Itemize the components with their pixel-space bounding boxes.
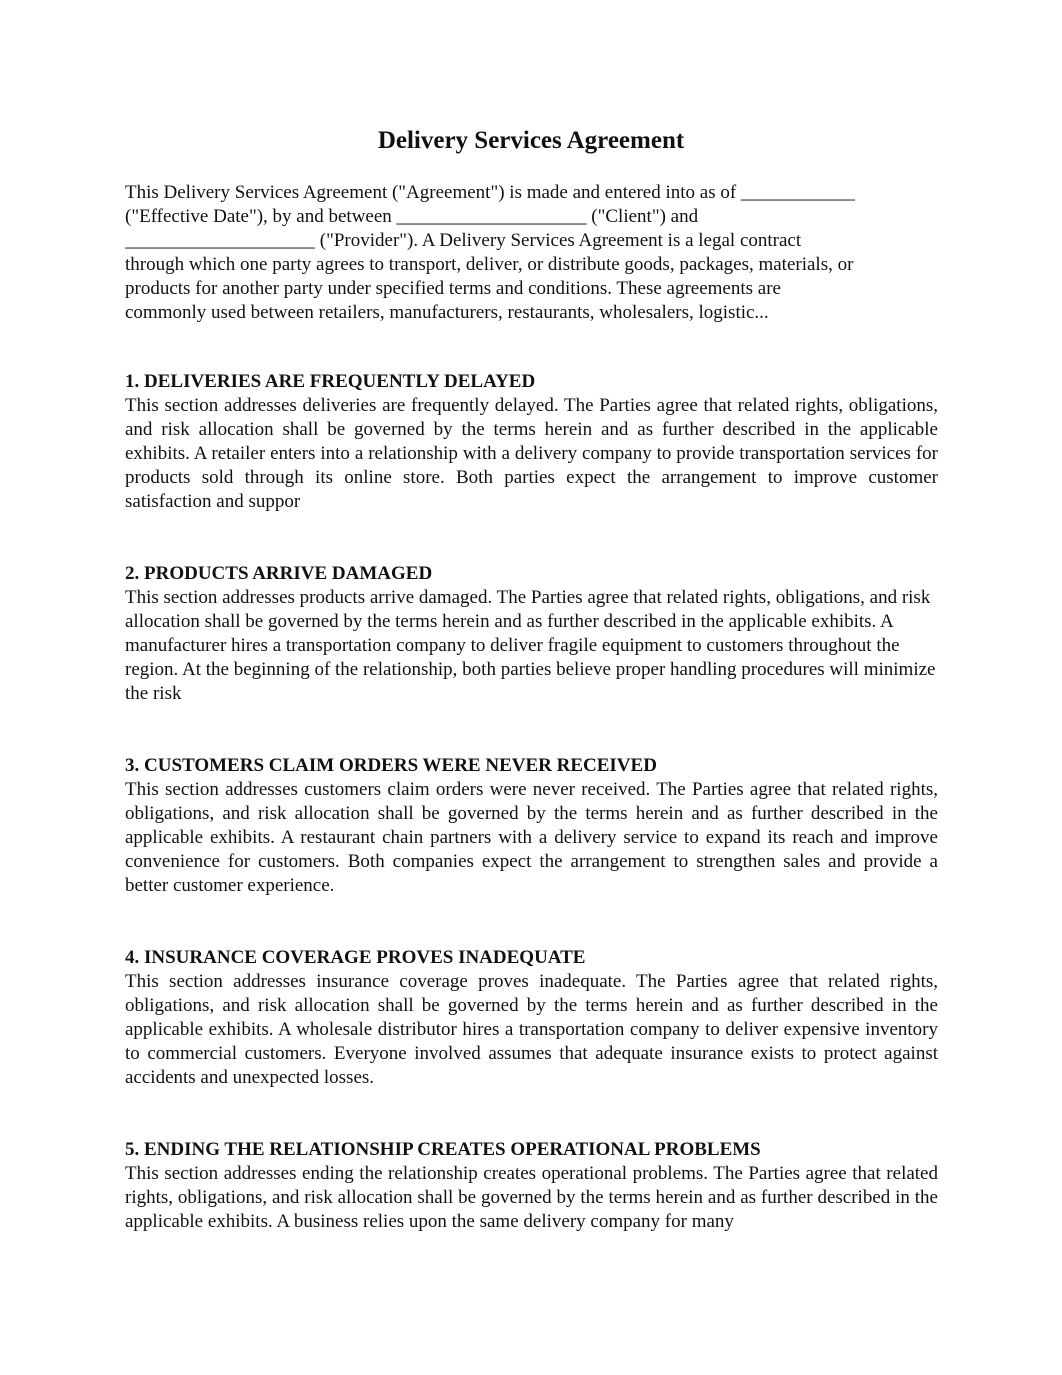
intro-line: products for another party under specified terms and conditions. These agreements are (125, 278, 781, 299)
section-heading: 3. CUSTOMERS CLAIM ORDERS WERE NEVER RECEIVED (125, 755, 657, 776)
section-body: This section addresses insurance coverage proves inadequate. The Parties agree that related rights, obligations, and risk allocation shall be governed by the terms herein and as further described in the applicable exhibits. A wholesale distributor hires a transportation company to deliver expensive inventory to commercial customers. Everyone involved assumes that adequate insurance exists to protect against accidents and unexpected losses. (125, 971, 938, 1088)
section-1 (125, 370, 938, 514)
section-5 (125, 1138, 938, 1234)
intro-paragraph (125, 181, 938, 325)
intro-line: through which one party agrees to transport, deliver, or distribute goods, packages, materials, or (125, 254, 854, 275)
section-body: This section addresses ending the relationship creates operational problems. The Parties agree that related rights, obligations, and risk allocation shall be governed by the terms herein and as further described in the applicable exhibits. A business relies upon the same delivery company for many (125, 1163, 938, 1232)
intro-line: ("Effective Date"), by and between ____________________ ("Client") and (125, 206, 699, 227)
section-heading: 5. ENDING THE RELATIONSHIP CREATES OPERATIONAL PROBLEMS (125, 1139, 761, 1160)
section-4 (125, 946, 938, 1090)
section-heading: 4. INSURANCE COVERAGE PROVES INADEQUATE (125, 947, 586, 968)
section-3 (125, 754, 938, 898)
section-2 (125, 562, 938, 706)
section-body: This section addresses products arrive damaged. The Parties agree that related rights, obligations, and risk allocation shall be governed by the terms herein and as further described in the applicable exhibits. A manufacturer hires a transportation company to deliver fragile equipment to customers throughout the region. At the beginning of the relationship, both parties believe proper handling procedures will minimize the risk (125, 587, 936, 704)
section-heading: 1. DELIVERIES ARE FREQUENTLY DELAYED (125, 371, 536, 392)
intro-line: ____________________ ("Provider"). A Delivery Services Agreement is a legal contract (125, 230, 802, 251)
section-heading: 2. PRODUCTS ARRIVE DAMAGED (125, 563, 433, 584)
intro-line: This Delivery Services Agreement ("Agreement") is made and entered into as of ____________ (125, 182, 855, 203)
section-body: This section addresses deliveries are frequently delayed. The Parties agree that related rights, obligations, and risk allocation shall be governed by the terms herein and as further described in the applicable exhibits. A retailer enters into a relationship with a delivery company to provide transportation services for products sold through its online store. Both parties expect the arrangement to improve customer satisfaction and suppor (125, 395, 938, 512)
document-title: Delivery Services Agreement (377, 127, 685, 154)
section-body: This section addresses customers claim orders were never received. The Parties agree that related rights, obligations, and risk allocation shall be governed by the terms herein and as further described in the applicable exhibits. A restaurant chain partners with a delivery service to expand its reach and improve convenience for customers. Both companies expect the arrangement to strengthen sales and provide a better customer experience. (125, 779, 938, 896)
intro-line: commonly used between retailers, manufacturers, restaurants, wholesalers, logistic... (125, 302, 769, 323)
